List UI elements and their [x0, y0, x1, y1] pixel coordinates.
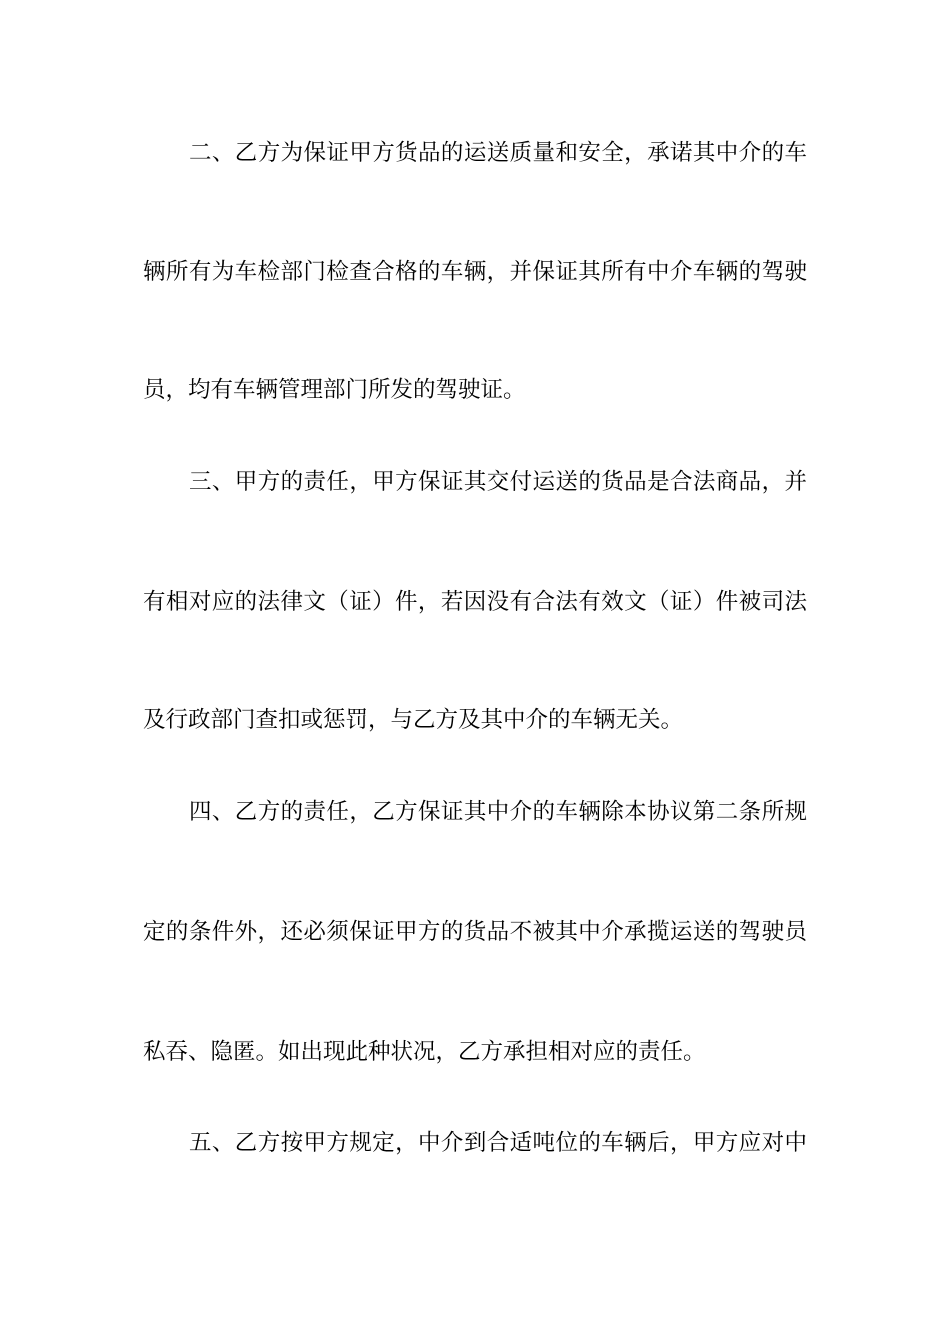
paragraph-4-line-3: 私吞、隐匿。如出现此种状况，乙方承担相对应的责任。 [143, 1039, 706, 1065]
paragraph-2-line-2: 辆所有为车检部门检查合格的车辆，并保证其所有中介车辆的驾驶 [143, 259, 807, 285]
paragraph-3-line-3: 及行政部门查扣或惩罚，与乙方及其中介的车辆无关。 [143, 707, 684, 733]
paragraph-2-line-3: 员，均有车辆管理部门所发的驾驶证。 [143, 377, 526, 403]
paragraph-3-line-2: 有相对应的法律文（证）件，若因没有合法有效文（证）件被司法 [143, 589, 807, 615]
paragraph-4-line-2: 定的条件外，还必须保证甲方的货品不被其中介承揽运送的驾驶员 [143, 919, 807, 945]
paragraph-5-line-1: 五、乙方按甲方规定，中介到合适吨位的车辆后，甲方应对中 [189, 1130, 807, 1156]
paragraph-4-line-1: 四、乙方的责任，乙方保证其中介的车辆除本协议第二条所规 [189, 799, 807, 825]
paragraph-2-line-1: 二、乙方为保证甲方货品的运送质量和安全，承诺其中介的车 [189, 140, 807, 166]
paragraph-3-line-1: 三、甲方的责任，甲方保证其交付运送的货品是合法商品，并 [189, 469, 807, 495]
